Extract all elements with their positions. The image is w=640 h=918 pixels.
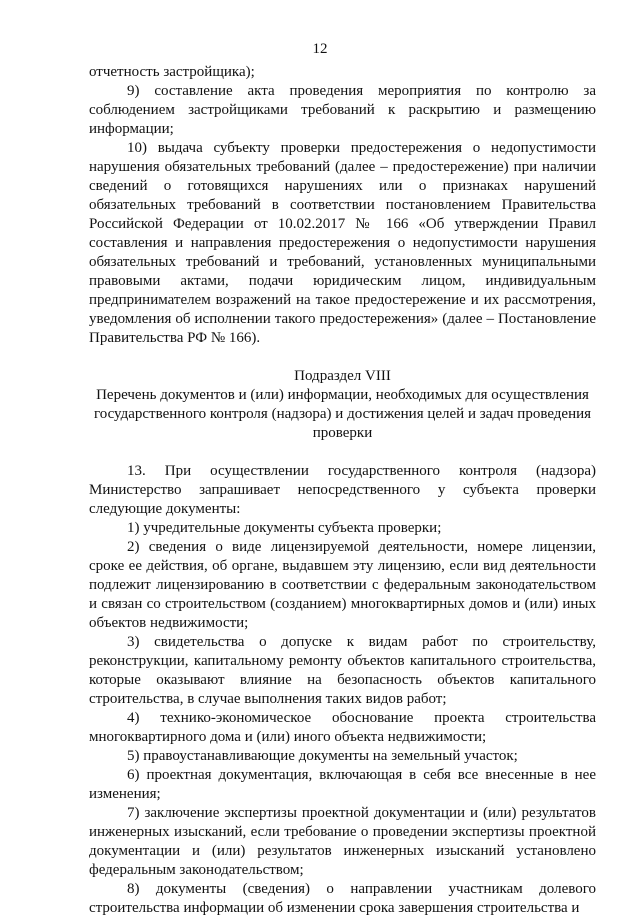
list-item-4: 4) технико-экономическое обоснование проекта строительства многоквартирного дома и (или) иного объекта недвижимости; [89,710,596,745]
list-item-8: 8) документы (сведения) о направлении участникам долевого строительства информации об изменении срока завершения строительства и [89,881,596,916]
list-item-5: 5) правоустанавливающие документы на земельный участок; [127,748,518,764]
list-item-7: 7) заключение экспертизы проектной документации и (или) результатов инженерных изысканий, если требование о проведении экспертизы проектной документации и (или) результатов инженерных изысканий установлено федеральным законодательством; [89,805,596,878]
list-item-3: 3) свидетельства о допуске к видам работ по строительству, реконструкции, капитальному ремонту объектов капитального строительства, которые оказывают влияние на безопасность объектов капитального строительства, в случае выполнения таких видов работ; [89,634,596,707]
document-body [89,63,596,918]
paragraph-continuation: отчетность застройщика); [89,64,255,80]
paragraph-13: 13. При осуществлении государственного контроля (надзора) Министерство запрашивает непосредственного у субъекта проверки следующие документы: [89,463,596,517]
list-item-6: 6) проектная документация, включающая в себя все внесенные в нее изменения; [89,767,596,802]
section-title: Подраздел VIII [294,368,391,384]
list-item-9: 9) составление акта проведения мероприятия по контролю за соблюдением застройщиками требований к раскрытию и размещению информации; [89,83,596,137]
list-item-10: 10) выдача субъекту проверки предостережения о недопустимости нарушения обязательных требований (далее – предостережение) при наличии сведений о готовящихся нарушениях или о признаках нарушений обязательных требований в соответствии постановлением Правительства Российской Федерации от 10.02.2017 № 166 «Об утверждении Правил составления и направления предостережения о недопустимости нарушения обязательных требований и требований, установленных муниципальными правовыми актами, подачи юридическим лицом, индивидуальным предпринимателем возражений на такое предостережение и их рассмотрения, уведомления об исполнении такого предостережения» (далее – Постановление Правительства РФ № 166). [89,140,596,346]
list-item-1: 1) учредительные документы субъекта проверки; [127,520,442,536]
section-heading: Перечень документов и (или) информации, необходимых для осуществления государственного контроля (надзора) и достижения целей и задач проведения проверки [93,387,592,441]
list-item-2: 2) сведения о виде лицензируемой деятельности, номере лицензии, сроке ее действия, об органе, выдавшем эту лицензию, если вид деятельности подлежит лицензированию в соответствии с федеральным законодательством и связан со строительством (созданием) многоквартирных домов и (или) иных объектов недвижимости; [89,539,596,631]
page-number: 12 [312,41,328,57]
